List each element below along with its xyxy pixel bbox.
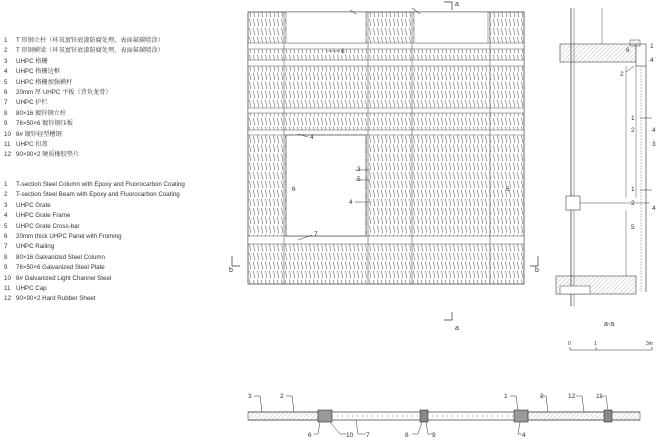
callout-1: 1 (504, 393, 508, 400)
legend-item-text: 76×50×6 镀锌钢压板 (16, 120, 74, 128)
scale-3m: 3m (646, 341, 653, 347)
legend-item-text: 90×90×2 Hard Rubber Sheet (16, 295, 96, 303)
frame-band (248, 43, 524, 49)
legend-item-text: 90×90×2 硬质橡胶垫片 (16, 151, 80, 159)
legend-item-number: 9 (4, 120, 8, 128)
legend-item-number: 4 (4, 68, 8, 76)
legend-item-text: UHPC 扣盖 (16, 141, 48, 149)
scale-1: 1 (594, 341, 597, 347)
callout-1: 1 (631, 115, 635, 122)
legend-item-text: UHPC Cap (16, 285, 47, 293)
legend-item-number: 12 (4, 295, 11, 303)
legend-item-text: 20mm 厚 UHPC 平板（背负龙骨） (16, 89, 112, 97)
callout-7: 7 (314, 231, 318, 238)
callout-4: 4 (652, 205, 656, 212)
section-marker-a-bottom: a (455, 325, 459, 332)
section-marker-a-top: a (455, 1, 459, 8)
callout-4: 4 (522, 432, 526, 439)
callout-6: 6 (506, 186, 510, 193)
legend-item-number: 6 (4, 233, 8, 241)
legend-item-number: 3 (4, 57, 8, 65)
legend-item-text: UHPC Grate Frame (16, 212, 71, 220)
callout-5: 5 (631, 224, 635, 231)
legend-item-text: 80×16 镀锌钢立柱 (16, 109, 67, 117)
legend-item-number: 5 (4, 78, 8, 86)
legend-item-text: 76×50×6 Galvanized Steel Plate (16, 264, 105, 272)
callout-6: 6 (341, 48, 345, 55)
callout-4: 4 (652, 127, 656, 134)
callout-7: 7 (366, 432, 370, 439)
callout-11: 11 (596, 393, 603, 400)
legend-item-number: 11 (4, 285, 11, 293)
legend-item-number: 1 (4, 37, 8, 44)
scale-0: 0 (568, 341, 571, 347)
legend-item-number: 1 (4, 181, 8, 188)
uhpc-panel (286, 12, 366, 43)
callout-3: 3 (248, 393, 252, 400)
callout-3: 3 (357, 166, 361, 173)
legend-item-text: UHPC Railing (16, 243, 55, 251)
legend-item-text: T-section Steel Column with Epoxy and Fluorocarbon Coating (16, 181, 185, 188)
legend-item-text: 8# Galvanized Light Channel Steel (16, 274, 112, 282)
legend-item-number: 10 (4, 274, 11, 282)
legend-item-text: UHPC 格栅边框 (16, 68, 61, 76)
callout-2: 2 (620, 71, 624, 78)
callout-12: 12 (568, 393, 576, 400)
callout-4: 4 (650, 57, 654, 64)
legend-item-number: 12 (4, 151, 11, 159)
callout-2: 2 (631, 200, 635, 207)
section-marker-b-left: b (229, 267, 233, 274)
callout-10: 10 (346, 432, 354, 439)
callout-2: 2 (540, 393, 544, 400)
callout-6: 6 (292, 186, 296, 193)
legend-item-number: 6 (4, 89, 8, 97)
callout-2: 2 (631, 127, 635, 134)
legend-item-number: 8 (4, 109, 8, 117)
legend-item-text: UHPC Grate Cross-bar (16, 222, 80, 230)
legend-item-text: UHPC 格栅加强横杆 (16, 78, 73, 86)
frame-band (248, 130, 524, 135)
legend-item-number: 5 (4, 222, 8, 230)
callout-5: 5 (357, 176, 361, 183)
callout-1: 1 (650, 43, 654, 50)
callout-2: 2 (280, 393, 284, 400)
legend-item-number: 10 (4, 130, 11, 138)
callout-1: 1 (631, 186, 635, 193)
legend-item-number: 9 (4, 264, 8, 272)
frame-band (248, 108, 524, 113)
legend-item-text: UHPC Grate (16, 201, 51, 209)
legend-item-number: 3 (4, 201, 8, 209)
legend-item-number: 7 (4, 243, 8, 251)
callout-6: 6 (626, 47, 630, 54)
callout-3: 3 (652, 141, 656, 148)
legend-item-text: 80×16 Galvanized Steel Column (16, 253, 105, 261)
legend-item-number: 7 (4, 99, 8, 107)
legend-item-number: 4 (4, 212, 8, 220)
legend-item-text: 20mm thick UHPC Panel with Froming (16, 233, 122, 241)
plan-detail-drawing (248, 393, 640, 439)
legend-item-text: UHPC 格栅 (16, 57, 48, 65)
legend-item-text: UHPC 护栏 (16, 99, 48, 107)
section-title: a-a (604, 321, 615, 328)
elevation-drawing (229, 1, 539, 332)
legend-item-number: 2 (4, 191, 8, 199)
callout-4: 4 (349, 199, 353, 206)
section-marker-b-right: b (535, 267, 539, 274)
legend-item-number: 8 (4, 253, 8, 261)
uhpc-panel-opening (286, 135, 366, 236)
callout-6: 6 (308, 432, 312, 439)
section-a-a-drawing (556, 8, 656, 350)
legend-item-text: 8# 镀锌轻型槽钢 (16, 130, 62, 138)
callout-4: 4 (310, 134, 314, 141)
legend-item-text: T-section Steel Beam with Epoxy and Fluorocarbon Coating (16, 191, 180, 199)
legend-item-text: T 形钢立柱（环氧富锌底漆防腐处理，表面氟碳喷涂） (16, 37, 164, 44)
legend-item-text: T 形钢横梁（环氧富锌底漆防腐处理，表面氟碳喷涂） (16, 47, 164, 55)
legend-item-number: 11 (4, 141, 11, 149)
callout-9: 9 (432, 432, 436, 439)
uhpc-panel (414, 12, 488, 43)
frame-band (248, 236, 524, 244)
legend-item-number: 2 (4, 47, 8, 55)
frame-band (248, 60, 524, 66)
callout-8: 8 (405, 432, 409, 439)
